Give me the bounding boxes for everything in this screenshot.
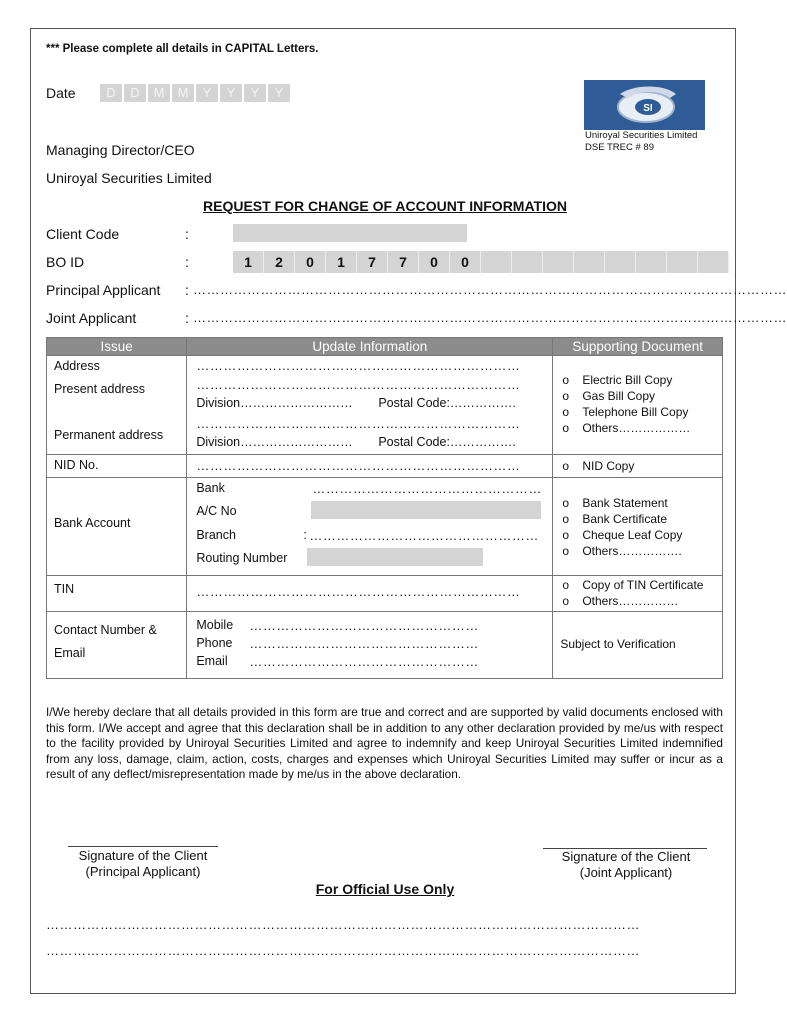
- date-input[interactable]: [100, 84, 290, 102]
- principal-signature-caption: [62, 848, 224, 880]
- change-info-table: [46, 337, 723, 679]
- bo-id-digit: 2: [264, 251, 295, 273]
- bo-id-digit: 0: [450, 251, 481, 273]
- table-row-bank: [47, 478, 723, 576]
- bank-docs-list: [562, 495, 682, 559]
- declaration-text: I/We hereby declare that all details provided in this form are true and correct and are supported by valid documents enclosed with this form. I/We accept and agree that this declaration shall be in addition to any other declaration provided by me/us with respect to the facility provided by Uniroyal Securities Limited and agree to indemnify and keep Uniroyal Securities Limited indemnified from any loss, damage, claim, action, costs, charges and expenses which Uniroyal Securities Limited may suffer or incur as a result of any deflect/misrepresentation made by me/us in the above declaration.: [46, 705, 723, 781]
- tin-label: TIN: [54, 582, 75, 596]
- principal-applicant-field[interactable]: ……………………………………………………………………………………………………………………: [193, 282, 787, 297]
- phone-label: Phone: [196, 636, 233, 650]
- tin-issue-cell: [47, 576, 187, 612]
- list-item: o Electric Bill Copy: [562, 373, 673, 387]
- bo-id-digit: 7: [388, 251, 419, 273]
- address-label: Address: [54, 359, 100, 373]
- table-row-tin: [47, 576, 723, 612]
- bank-issue-cell: [47, 478, 187, 576]
- permanent-address-line[interactable]: ………………………………………………………………: [196, 416, 521, 431]
- header-issue: Issue: [47, 338, 187, 356]
- email-label: Email: [54, 646, 86, 660]
- present-division-field[interactable]: Division………………………: [196, 396, 353, 410]
- joint-applicant-field[interactable]: ……………………………………………………………………………………………………………………: [193, 310, 787, 325]
- tin-docs-list: [553, 576, 722, 610]
- principal-applicant-label: Principal Applicant: [46, 282, 161, 298]
- branch-label: Branch: [196, 528, 236, 542]
- colon: :: [185, 282, 189, 298]
- list-item: o Gas Bill Copy: [562, 389, 656, 403]
- branch-colon: :: [303, 528, 307, 542]
- list-item: o Copy of TIN Certificate: [562, 578, 704, 592]
- company-logo: [584, 80, 705, 130]
- principal-signature-line[interactable]: [68, 846, 218, 847]
- list-item: o Others…………….: [562, 544, 682, 558]
- bo-id-empty-box: [605, 251, 636, 273]
- date-box[interactable]: M: [148, 84, 170, 102]
- date-box[interactable]: D: [100, 84, 122, 102]
- colon: :: [185, 226, 189, 242]
- bo-id-empty-box: [636, 251, 667, 273]
- colon: :: [185, 254, 189, 270]
- table-row-contact: [47, 612, 723, 679]
- tin-field[interactable]: ………………………………………………………………: [196, 584, 521, 599]
- email-field-label: Email: [196, 654, 228, 668]
- signature-label: Signature of the Client: [78, 848, 208, 863]
- contact-issue-cell: [47, 612, 187, 679]
- bo-id-digit: 0: [295, 251, 326, 273]
- address-update-cell: [187, 356, 553, 455]
- bo-id-digit: 0: [419, 251, 450, 273]
- date-box[interactable]: Y: [268, 84, 290, 102]
- table-header-row: [47, 338, 723, 356]
- nid-support-cell: [553, 455, 723, 478]
- email-field[interactable]: ……………………………………………: [249, 654, 479, 669]
- tin-update-cell: [187, 576, 553, 612]
- acno-label: A/C No: [196, 504, 237, 518]
- bo-id-digit: 7: [357, 251, 388, 273]
- form-title: REQUEST FOR CHANGE OF ACCOUNT INFORMATION: [203, 198, 567, 214]
- signature-label: Signature of the Client: [561, 849, 691, 864]
- present-postal-code-field[interactable]: Postal Code:…………….: [378, 396, 516, 410]
- official-use-line-1[interactable]: ……………………………………………………………………………………………………………………: [46, 917, 640, 932]
- logo-trec-number: DSE TREC # 89: [585, 142, 654, 153]
- official-use-line-2[interactable]: ……………………………………………………………………………………………………………………: [46, 943, 640, 958]
- contact-support-text: Subject to Verification: [560, 637, 676, 651]
- joint-applicant-label: Joint Applicant: [46, 310, 137, 326]
- bo-id-digit: 1: [233, 251, 264, 273]
- present-address-label: Present address: [54, 382, 146, 396]
- logo-company-name: Uniroyal Securities Limited: [585, 130, 698, 141]
- bo-id-digit: 1: [326, 251, 357, 273]
- logo-caption: [585, 130, 697, 154]
- nid-issue-cell: [47, 455, 187, 478]
- routing-number-field[interactable]: [307, 548, 483, 566]
- bo-id-label: BO ID: [46, 254, 85, 270]
- routing-number-label: Routing Number: [196, 551, 288, 565]
- address-issue-cell: [47, 356, 187, 455]
- bank-support-cell: [553, 478, 723, 576]
- tin-support-cell: [553, 576, 723, 612]
- signature-role: (Principal Applicant): [85, 864, 201, 879]
- bo-id-field[interactable]: [233, 251, 729, 273]
- contact-number-label: Contact Number &: [54, 623, 157, 637]
- permanent-postal-code-field[interactable]: Postal Code:…………….: [378, 435, 516, 449]
- header-update: Update Information: [187, 338, 553, 356]
- bo-id-empty-box: [698, 251, 729, 273]
- bo-id-empty-box: [512, 251, 543, 273]
- date-box[interactable]: Y: [220, 84, 242, 102]
- permanent-division-field[interactable]: Division………………………: [196, 435, 353, 449]
- bo-id-empty-box: [667, 251, 698, 273]
- bank-label: Bank: [196, 481, 225, 495]
- list-item: o Bank Statement: [562, 496, 668, 510]
- signature-role: (Joint Applicant): [579, 865, 673, 880]
- client-code-label: Client Code: [46, 226, 120, 242]
- header-support: Supporting Document: [553, 338, 723, 356]
- addressee-title: Managing Director/CEO: [46, 142, 195, 158]
- list-item: o Cheque Leaf Copy: [562, 528, 683, 542]
- bo-id-empty-box: [543, 251, 574, 273]
- instruction-text: *** Please complete all details in CAPITAL Letters.: [46, 43, 319, 55]
- nid-label: NID No.: [54, 458, 99, 472]
- svg-text:SI: SI: [643, 103, 653, 114]
- address-docs-list: [562, 372, 690, 436]
- permanent-address-label: Permanent address: [54, 428, 164, 442]
- bank-field[interactable]: ……………………………………………: [312, 481, 542, 496]
- branch-field[interactable]: ……………………………………………: [309, 528, 539, 543]
- addressee-company: Uniroyal Securities Limited: [46, 170, 212, 186]
- official-use-heading: For Official Use Only: [315, 881, 455, 897]
- mobile-label: Mobile: [196, 618, 234, 632]
- nid-update-cell: [187, 455, 553, 478]
- joint-signature-caption: [545, 849, 707, 881]
- list-item: o Others………………: [562, 421, 691, 435]
- mobile-field[interactable]: ……………………………………………: [249, 618, 479, 633]
- date-box[interactable]: D: [124, 84, 146, 102]
- date-box[interactable]: M: [172, 84, 194, 102]
- contact-support-cell: [553, 612, 723, 679]
- list-item: o Others……………: [562, 594, 679, 608]
- list-item: o Bank Certificate: [562, 512, 668, 526]
- list-item: o Telephone Bill Copy: [562, 405, 689, 419]
- contact-update-cell: [187, 612, 553, 679]
- bank-update-cell: [187, 478, 553, 576]
- bo-id-empty-box: [481, 251, 512, 273]
- date-label: Date: [46, 85, 76, 101]
- bo-id-empty-box: [574, 251, 605, 273]
- table-row-nid: [47, 455, 723, 478]
- date-box[interactable]: Y: [244, 84, 266, 102]
- date-box[interactable]: Y: [196, 84, 218, 102]
- bank-account-label: Bank Account: [54, 516, 131, 530]
- nid-field[interactable]: ………………………………………………………………: [196, 458, 521, 473]
- present-address-line-2[interactable]: ………………………………………………………………: [196, 377, 521, 392]
- logo-emblem-icon: [584, 80, 705, 130]
- address-support-cell: [553, 356, 723, 455]
- list-item: o NID Copy: [562, 459, 635, 473]
- acno-field[interactable]: [311, 501, 541, 519]
- present-address-line-1[interactable]: ………………………………………………………………: [196, 358, 521, 373]
- colon: :: [185, 310, 189, 326]
- table-row-address: [47, 356, 723, 455]
- phone-field[interactable]: ……………………………………………: [249, 636, 479, 651]
- client-code-field[interactable]: [233, 224, 467, 242]
